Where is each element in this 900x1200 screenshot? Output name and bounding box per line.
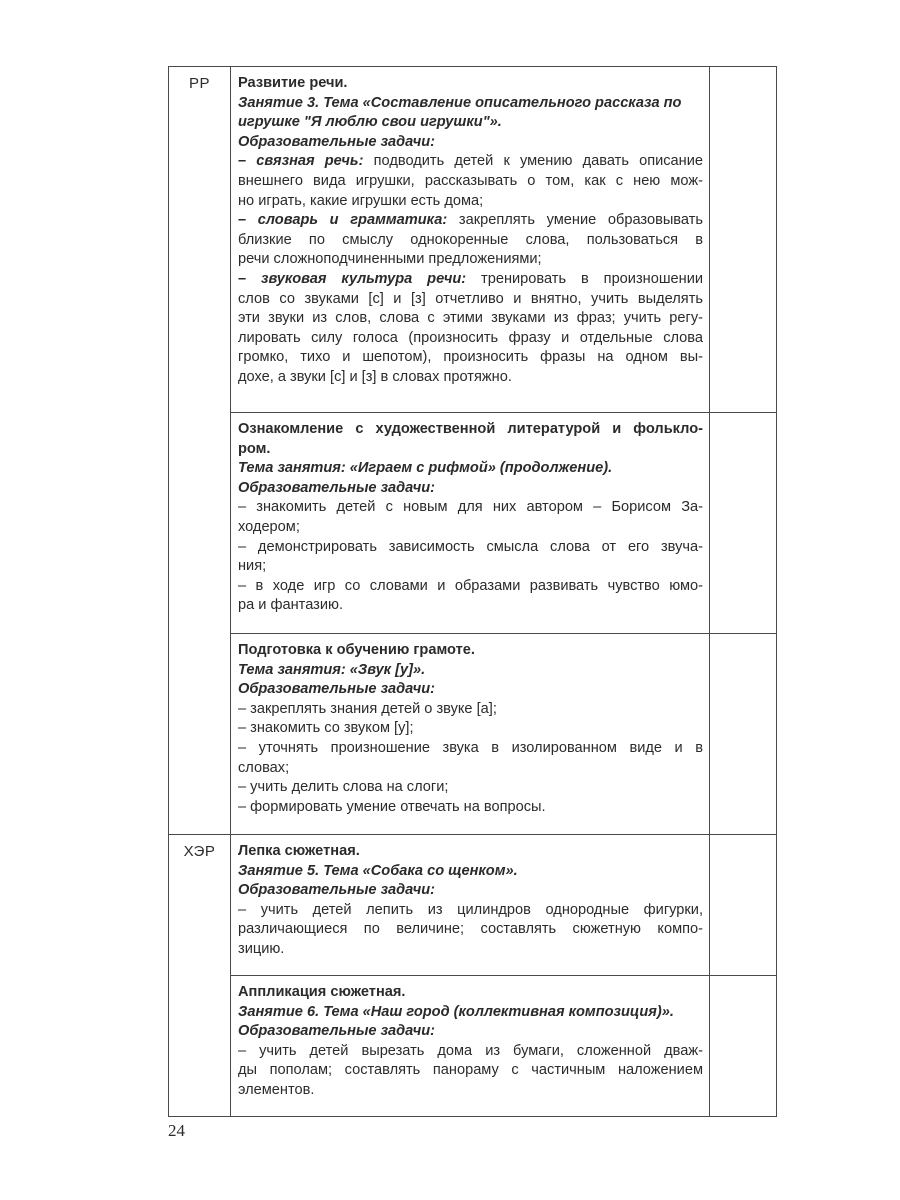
task-line: лировать силу голоса (произносить фразу и отдельные слова <box>238 329 703 346</box>
area-code: ХЭР <box>183 843 216 860</box>
task-line: речи сложноподчиненными предложениями; <box>238 251 542 268</box>
lesson-topic: игрушке "Я люблю свои игрушки"». <box>238 114 502 131</box>
lesson-cell-modeling <box>231 835 710 976</box>
task-line: – учить детей вырезать дома из бумаги, сложенной дваж- <box>238 1042 703 1059</box>
task-line: зицию. <box>238 940 285 957</box>
area-code-cell <box>169 835 231 1117</box>
tasks-heading: Образовательные задачи: <box>238 133 436 150</box>
task-line: – учить детей лепить из цилиндров однородные фигурки, <box>238 901 703 918</box>
task-line: – уточнять произношение звука в изолированном виде и в <box>238 739 703 756</box>
lesson-topic: Занятие 6. Тема «Наш город (коллективная композиция)». <box>238 1003 674 1020</box>
lesson-cell-literacy <box>231 634 710 835</box>
task-lead: – звуковая культура речи: <box>238 270 467 287</box>
lesson-topic: Тема занятия: «Играем с рифмой» (продолжение). <box>238 460 613 477</box>
lesson-cell-speech <box>231 67 710 413</box>
task-line <box>238 211 703 231</box>
task-line: дохе, а звуки [с] и [з] в словах протяжно. <box>238 368 512 385</box>
subject-title: Развитие речи. <box>238 75 348 91</box>
task-line: словах; <box>238 759 290 776</box>
task-line: ния; <box>238 558 267 575</box>
task-line: ходером; <box>238 518 300 535</box>
task-line: элементов. <box>238 1081 315 1098</box>
page-number: 24 <box>168 1121 185 1140</box>
task-line: но играть, какие игрушки есть дома; <box>238 192 484 209</box>
task-line: – знакомить детей с новым для них автором – Борисом За- <box>238 499 703 516</box>
table-row <box>169 976 777 1117</box>
task-line: внешнего вида игрушки, рассказывать о том, как с нею мож- <box>238 172 703 189</box>
task-lead: – словарь и грамматика: <box>238 212 448 229</box>
task-line: близкие по смыслу однокоренные слова, пользоваться в <box>238 231 703 248</box>
task-text: закреплять умение образовывать <box>447 212 703 229</box>
subject-title: Ознакомление с художественной литературой и фолькло- <box>238 421 703 437</box>
subject-title: Лепка сюжетная. <box>238 843 360 859</box>
notes-cell <box>710 835 777 976</box>
tasks-heading: Образовательные задачи: <box>238 1023 436 1040</box>
notes-cell <box>710 634 777 835</box>
subject-title: Аппликация сюжетная. <box>238 984 406 1000</box>
lesson-topic: Занятие 3. Тема «Составление описательного рассказа по <box>238 94 682 111</box>
notes-cell <box>710 976 777 1117</box>
task-line: – в ходе игр со словами и образами развивать чувство юмо- <box>238 577 703 594</box>
task-line: громко, тихо и шепотом), произносить фразы на одном вы- <box>238 349 703 366</box>
tasks-heading: Образовательные задачи: <box>238 479 436 496</box>
table-row <box>169 67 777 413</box>
task-line: ра и фантазию. <box>238 597 343 614</box>
lesson-cell-applique <box>231 976 710 1117</box>
subject-title: Подготовка к обучению грамоте. <box>238 642 475 658</box>
task-line: эти звуки из слов, слова с этими звуками из фраз; учить регу- <box>238 310 703 327</box>
task-line: – демонстрировать зависимость смысла слова от его звуча- <box>238 538 703 555</box>
table-row <box>169 413 777 634</box>
task-text: тренировать в произношении <box>466 270 704 287</box>
task-line: – учить делить слова на слоги; <box>238 779 449 796</box>
tasks-heading: Образовательные задачи: <box>238 681 436 698</box>
lesson-topic: Занятие 5. Тема «Собака со щенком». <box>238 862 518 879</box>
task-line: ды пополам; составлять панораму с частичным наложением <box>238 1062 703 1079</box>
task-line: различающиеся по величине; составлять сюжетную компо- <box>238 921 703 938</box>
task-line: слов со звуками [с] и [з] отчетливо и внятно, учить выделять <box>238 290 703 307</box>
task-line: – формировать умение отвечать на вопросы. <box>238 798 546 815</box>
notes-cell <box>710 413 777 634</box>
area-code-cell <box>169 67 231 835</box>
task-line: – знакомить со звуком [у]; <box>238 720 414 737</box>
table-row <box>169 634 777 835</box>
task-text: подводить детей к умению давать описание <box>363 153 704 170</box>
tasks-heading: Образовательные задачи: <box>238 882 436 899</box>
task-line: – закреплять знания детей о звуке [а]; <box>238 700 497 717</box>
task-lead: – связная речь: <box>238 153 364 170</box>
lesson-topic: Тема занятия: «Звук [у]». <box>238 661 426 678</box>
table-row <box>169 835 777 976</box>
task-line <box>238 152 703 172</box>
subject-title: ром. <box>238 440 271 457</box>
lesson-cell-literature <box>231 413 710 634</box>
task-line <box>238 270 703 290</box>
area-code: РР <box>188 75 210 92</box>
lesson-plan-table <box>168 66 777 1117</box>
notes-cell <box>710 67 777 413</box>
